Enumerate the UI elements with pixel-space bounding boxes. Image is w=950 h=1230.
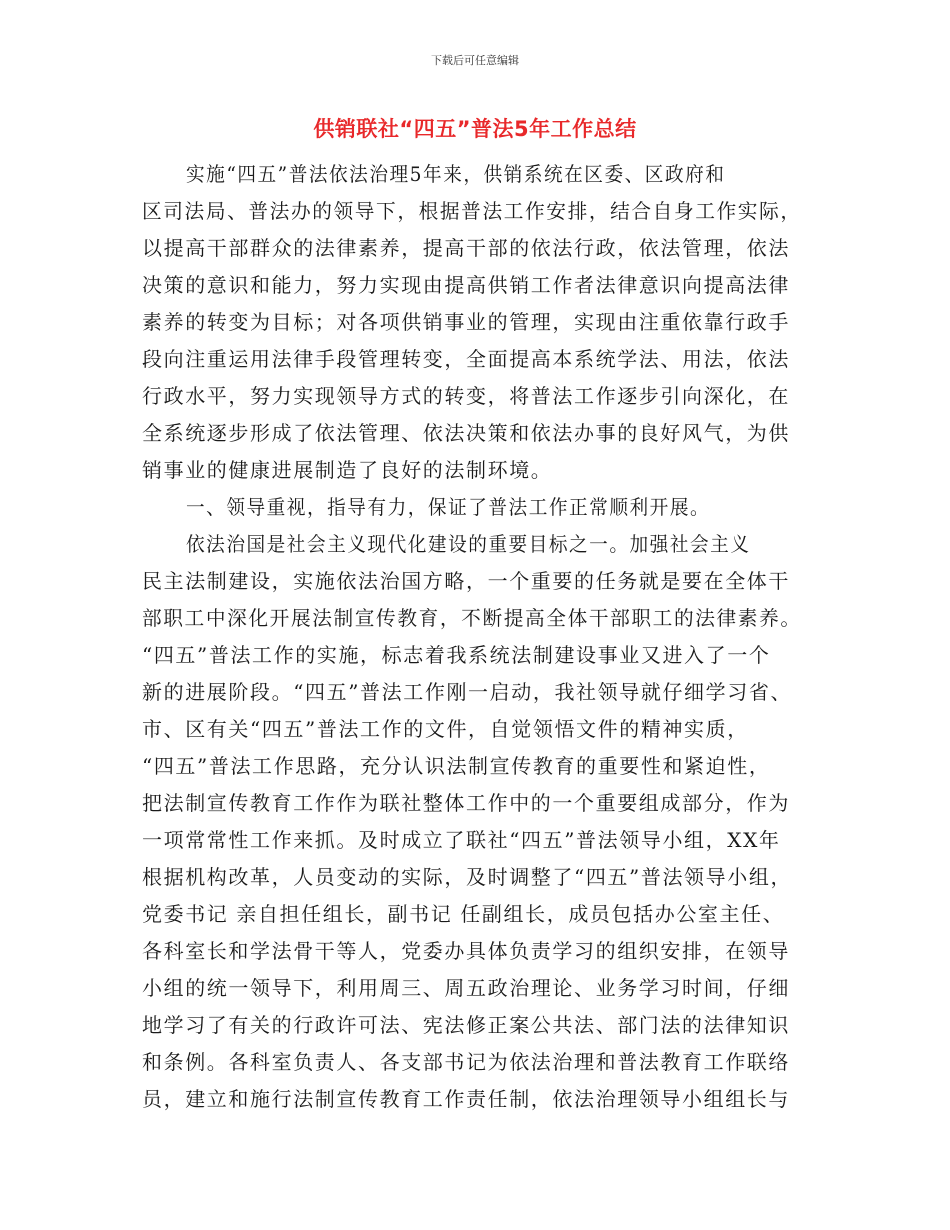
body-line: 决策的意识和能力，努力实现由提高供销工作者法律意识向提高法律 bbox=[142, 273, 790, 297]
body-line: 一项常常性工作来抓。及时成立了联社“四五”普法领导小组，XX年 bbox=[142, 828, 781, 852]
body-line: 员，建立和施行法制宣传教育工作责任制，依法治理领导小组组长与 bbox=[142, 1087, 790, 1111]
body-line: 素养的转变为目标；对各项供销事业的管理，实现由注重依靠行政手 bbox=[142, 310, 790, 334]
body-line: 行政水平，努力实现领导方式的转变，将普法工作逐步引向深化，在 bbox=[142, 384, 790, 408]
header-note: 下载后可任意编辑 bbox=[431, 54, 519, 67]
body-line: 段向注重运用法律手段管理转变，全面提高本系统学法、用法，依法 bbox=[142, 347, 790, 371]
body-line: 市、区有关“四五”普法工作的文件，自觉领悟文件的精神实质， bbox=[142, 717, 749, 741]
body-line: 地学习了有关的行政许可法、宪法修正案公共法、部门法的法律知识 bbox=[142, 1013, 790, 1037]
body-line: 部职工中深化开展法制宣传教育，不断提高全体干部职工的法律素养。 bbox=[142, 606, 802, 630]
document-title: 供销联社“四五”普法5年工作总结 bbox=[313, 117, 637, 141]
body-line: “四五”普法工作思路，充分认识法制宣传教育的重要性和紧迫性， bbox=[142, 754, 771, 778]
body-line: 把法制宣传教育工作作为联社整体工作中的一个重要组成部分，作为 bbox=[142, 791, 790, 815]
body-line: 民主法制建设，实施依法治国方略，一个重要的任务就是要在全体干 bbox=[142, 569, 790, 593]
body-line: 和条例。各科室负责人、各支部书记为依法治理和普法教育工作联络 bbox=[142, 1050, 790, 1074]
body-line: 党委书记 亲自担任组长，副书记 任副组长，成员包括办公室主任、 bbox=[142, 902, 785, 926]
body-line: 根据机构改革，人员变动的实际，及时调整了“四五”普法领导小组， bbox=[142, 865, 793, 889]
section-heading: 一、领导重视，指导有力，保证了普法工作正常顺利开展。 bbox=[186, 495, 711, 519]
body-line: 各科室长和学法骨干等人，党委办具体负责学习的组织安排，在领导 bbox=[142, 939, 790, 963]
body-line: 以提高干部群众的法律素养，提高干部的依法行政，依法管理，依法 bbox=[142, 236, 790, 260]
body-line: 全系统逐步形成了依法管理、依法决策和依法办事的良好风气，为供 bbox=[142, 421, 790, 445]
body-line: “四五”普法工作的实施，标志着我系统法制建设事业又进入了一个 bbox=[142, 643, 771, 667]
body-line: 依法治国是社会主义现代化建设的重要目标之一。加强社会主义 bbox=[186, 532, 751, 556]
body-line: 区司法局、普法办的领导下，根据普法工作安排，结合自身工作实际， bbox=[142, 199, 802, 223]
body-line: 新的进展阶段。“四五”普法工作刚一启动，我社领导就仔细学习省、 bbox=[142, 680, 793, 704]
body-line: 实施“四五”普法依法治理5年来，供销系统在区委、区政府和 bbox=[186, 162, 726, 186]
body-line: 小组的统一领导下，利用周三、周五政治理论、业务学习时间，仔细 bbox=[142, 976, 790, 1000]
body-line: 销事业的健康进展制造了良好的法制环境。 bbox=[142, 458, 553, 482]
